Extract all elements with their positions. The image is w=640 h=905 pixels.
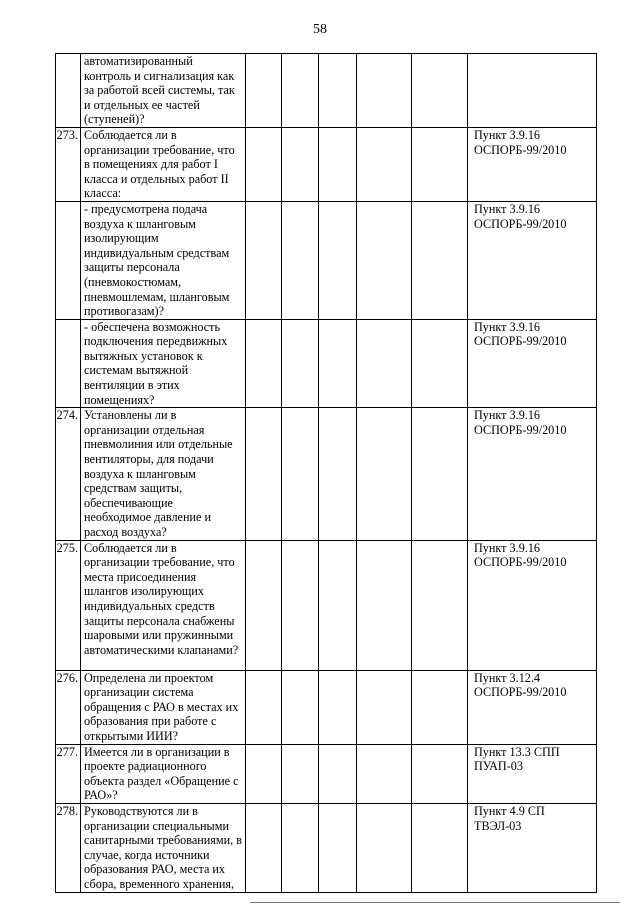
question-cell: Установлены ли в организации отдельная пневмолиния или отдельные вентиляторы, для подачи воздуха к шланговым средствам защиты, обеспечивающие необходимое давление и расход воздуха?	[81, 408, 246, 540]
answer-cell	[357, 670, 412, 744]
answer-cell	[412, 319, 468, 408]
question-cell: - обеспечена возможность подключения передвижных вытяжных установок к системам вытяжной вентиляции в этих помещениях?	[81, 319, 246, 408]
table-row	[56, 744, 597, 803]
question-cell: Соблюдается ли в организации требование, что в помещениях для работ I класса и отдельных работ II класса:	[81, 127, 246, 201]
answer-cell	[282, 540, 319, 670]
table-row	[56, 670, 597, 744]
answer-cell	[319, 127, 357, 201]
row-number: 275.	[56, 540, 81, 670]
answer-cell	[319, 201, 357, 319]
answer-cell	[357, 803, 412, 892]
row-number: 274.	[56, 408, 81, 540]
answer-cell	[319, 319, 357, 408]
row-number	[56, 319, 81, 408]
answer-cell	[412, 540, 468, 670]
row-number: 278.	[56, 803, 81, 892]
question-cell: Определена ли проектом организации система обращения с РАО в местах их образования при работе с открытыми ИИИ?	[81, 670, 246, 744]
answer-cell	[282, 670, 319, 744]
row-number: 276.	[56, 670, 81, 744]
table-row	[56, 803, 597, 892]
answer-cell	[282, 127, 319, 201]
answer-cell	[246, 54, 282, 128]
answer-cell	[246, 744, 282, 803]
row-number: 277.	[56, 744, 81, 803]
answer-cell	[319, 803, 357, 892]
reference-cell: Пункт 3.9.16 ОСПОРБ-99/2010	[468, 408, 597, 540]
answer-cell	[357, 319, 412, 408]
question-cell: - предусмотрена подача воздуха к шланговым изолирующим индивидуальным средствам защиты персонала (пневмокостюмам, пневмошлемам, шланговым противогазам)?	[81, 201, 246, 319]
table-row	[56, 319, 597, 408]
table-row	[56, 127, 597, 201]
answer-cell	[357, 408, 412, 540]
answer-cell	[319, 408, 357, 540]
reference-cell: Пункт 3.12.4 ОСПОРБ-99/2010	[468, 670, 597, 744]
answer-cell	[282, 319, 319, 408]
answer-cell	[412, 670, 468, 744]
answer-cell	[282, 408, 319, 540]
answer-cell	[412, 744, 468, 803]
answer-cell	[246, 540, 282, 670]
answer-cell	[357, 540, 412, 670]
reference-cell: Пункт 4.9 СП ТВЭЛ-03	[468, 803, 597, 892]
answer-cell	[412, 54, 468, 128]
answer-cell	[412, 803, 468, 892]
answer-cell	[412, 127, 468, 201]
checklist-table	[55, 53, 597, 893]
answer-cell	[282, 744, 319, 803]
table-row	[56, 201, 597, 319]
scan-edge-line	[250, 902, 620, 903]
question-cell: Соблюдается ли в организации требование, что места присоединения шлангов изолирующих индивидуальных средств защиты персонала снабжены шаровыми или пружинными автоматическими клапанами?	[81, 540, 246, 670]
table-row	[56, 54, 597, 128]
answer-cell	[319, 540, 357, 670]
reference-cell	[468, 54, 597, 128]
answer-cell	[246, 670, 282, 744]
page-number: 58	[313, 22, 327, 37]
answer-cell	[319, 670, 357, 744]
row-number	[56, 201, 81, 319]
table-body	[56, 54, 597, 893]
reference-cell: Пункт 3.9.16 ОСПОРБ-99/2010	[468, 540, 597, 670]
answer-cell	[357, 744, 412, 803]
reference-cell: Пункт 3.9.16 ОСПОРБ-99/2010	[468, 319, 597, 408]
table-row	[56, 540, 597, 670]
answer-cell	[412, 408, 468, 540]
answer-cell	[412, 201, 468, 319]
table-row	[56, 408, 597, 540]
answer-cell	[282, 803, 319, 892]
answer-cell	[246, 127, 282, 201]
answer-cell	[246, 803, 282, 892]
answer-cell	[282, 201, 319, 319]
answer-cell	[282, 54, 319, 128]
answer-cell	[246, 408, 282, 540]
answer-cell	[319, 744, 357, 803]
answer-cell	[246, 319, 282, 408]
row-number: 273.	[56, 127, 81, 201]
reference-cell: Пункт 3.9.16 ОСПОРБ-99/2010	[468, 201, 597, 319]
answer-cell	[246, 201, 282, 319]
answer-cell	[357, 127, 412, 201]
question-cell: Руководствуются ли в организации специальными санитарными требованиями, в случае, когда источники образования РАО, места их сбора, временного хранения,	[81, 803, 246, 892]
question-cell: автоматизированный контроль и сигнализация как за работой всей системы, так и отдельных ее частей (ступеней)?	[81, 54, 246, 128]
question-cell: Имеется ли в организации в проекте радиационного объекта раздел «Обращение с РАО»?	[81, 744, 246, 803]
answer-cell	[357, 201, 412, 319]
reference-cell: Пункт 13.3 СПП ПУАП-03	[468, 744, 597, 803]
reference-cell: Пункт 3.9.16 ОСПОРБ-99/2010	[468, 127, 597, 201]
answer-cell	[319, 54, 357, 128]
row-number	[56, 54, 81, 128]
answer-cell	[357, 54, 412, 128]
